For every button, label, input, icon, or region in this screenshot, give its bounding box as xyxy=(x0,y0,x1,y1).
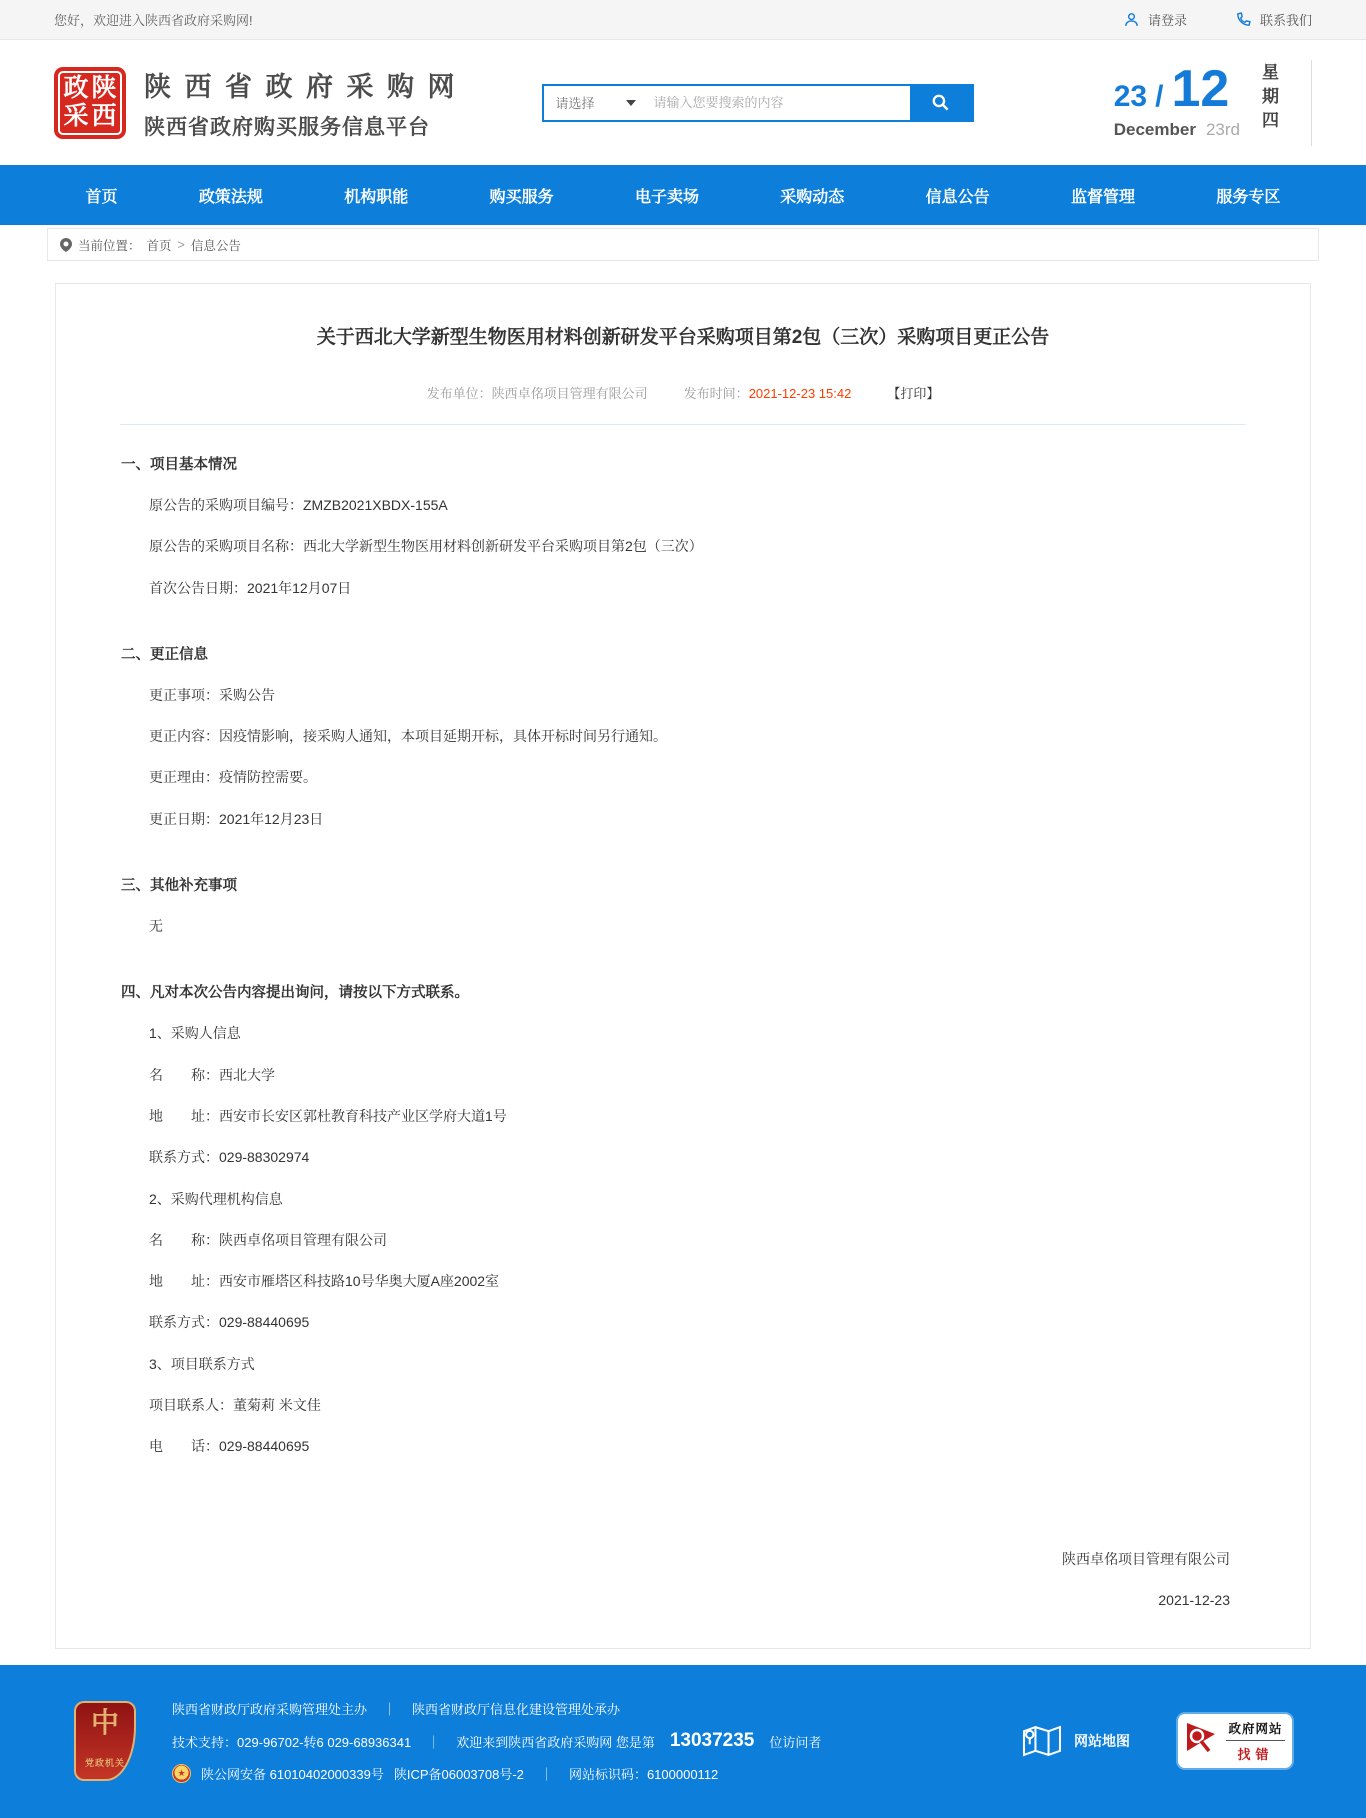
signature-company: 陕西卓佲项目管理有限公司 xyxy=(1062,1550,1230,1567)
doc-line: 地 址：西安市雁塔区科技路10号华奥大厦A座2002室 xyxy=(149,1273,500,1290)
section-heading-3: 三、其他补充事项 xyxy=(121,878,237,895)
party-gov-badge[interactable] xyxy=(74,1701,136,1781)
nav-item-purchase-services[interactable]: 购买服务 xyxy=(489,188,554,206)
breadcrumb-label: 当前位置： xyxy=(78,238,141,253)
chevron-down-icon xyxy=(626,100,636,106)
contact-link[interactable] xyxy=(1235,10,1312,29)
signature-date: 2021-12-23 xyxy=(1158,1591,1230,1608)
gov-site-error-finder[interactable] xyxy=(1178,1714,1292,1768)
footer-line-2: 技术支持：029-96702-转6 029-68936341 ｜ 欢迎来到陕西省政府采购网 您是第 13037235 位访问者 xyxy=(172,1730,822,1752)
search-button[interactable] xyxy=(910,86,972,120)
nav-item-supervision[interactable]: 监督管理 xyxy=(1071,188,1136,206)
welcome-text: 您好，欢迎进入陕西省政府采购网! xyxy=(54,13,253,28)
login-link[interactable] xyxy=(1123,10,1187,29)
nav-item-emall[interactable]: 电子卖场 xyxy=(634,188,699,206)
announcement-title: 关于西北大学新型生物医用材料创新研发平台采购项目第2包（三次）采购项目更正公告 xyxy=(316,327,1050,348)
sitemap-map-icon xyxy=(1022,1723,1062,1759)
search-select-label: 请选择 xyxy=(555,96,595,111)
search-box xyxy=(542,84,974,122)
date-month: 12 xyxy=(1171,59,1230,118)
doc-line: 首次公告日期：2021年12月07日 xyxy=(149,579,352,596)
site-code: 网站标识码：6100000112 xyxy=(568,1767,719,1783)
contact-label: 联系我们 xyxy=(1259,13,1312,28)
logo-seal-icon xyxy=(54,67,126,139)
login-label: 请登录 xyxy=(1147,13,1187,28)
site-title: 陕 西 省 政 府 采 购 网 xyxy=(144,71,458,102)
search-category-select[interactable] xyxy=(544,86,648,120)
date-widget xyxy=(1114,60,1312,146)
footer xyxy=(0,1665,1366,1818)
police-emblem-icon: ★ xyxy=(172,1764,191,1783)
location-pin-icon xyxy=(60,238,72,252)
doc-line: 项目联系人：董菊莉 米文佳 xyxy=(149,1397,321,1414)
doc-line: 更正日期：2021年12月23日 xyxy=(149,810,324,827)
search-icon xyxy=(931,93,950,112)
breadcrumb xyxy=(47,228,1319,261)
footer-line-1: 陕西省财政厅政府采购管理处主办 ｜ 陕西省财政厅信息化建设管理处承办 xyxy=(172,1702,621,1718)
nav-item-home[interactable]: 首页 xyxy=(85,188,118,206)
date-day: 23 xyxy=(1113,79,1148,113)
date-month-name: December xyxy=(1113,119,1196,139)
nav-item-announcements[interactable]: 信息公告 xyxy=(925,188,990,206)
badge-label: 党政机关 xyxy=(84,1758,125,1769)
topbar xyxy=(0,0,1366,40)
sitemap-link[interactable] xyxy=(1022,1723,1130,1759)
error-finder-bottom-label: 找错 xyxy=(1237,1747,1274,1763)
doc-line: 3、项目联系方式 xyxy=(149,1355,255,1372)
nav-item-procurement-news[interactable]: 采购动态 xyxy=(780,188,845,206)
doc-line: 2、采购代理机构信息 xyxy=(149,1190,283,1207)
publisher: 发布单位：陕西卓佲项目管理有限公司 xyxy=(426,386,648,401)
doc-line: 无 xyxy=(149,918,163,935)
seal-char: 陕 xyxy=(91,74,117,102)
doc-line: 原公告的采购项目编号：ZMZB2021XBDX-155A xyxy=(149,497,448,513)
doc-line: 地 址：西安市长安区郭杜教育科技产业区学府大道1号 xyxy=(149,1107,507,1124)
doc-line: 1、采购人信息 xyxy=(149,1025,241,1042)
doc-line: 联系方式：029-88440695 xyxy=(149,1314,310,1331)
breadcrumb-separator: > xyxy=(177,237,185,252)
site-header xyxy=(0,40,1366,165)
section-heading-2: 二、更正信息 xyxy=(121,646,208,663)
date-weekday: 星期四 xyxy=(1259,62,1278,135)
section-heading-4: 四、凡对本次公告内容提出询问，请按以下方式联系。 xyxy=(121,985,469,1002)
search-input[interactable] xyxy=(648,86,910,120)
section-heading-1: 一、项目基本情况 xyxy=(121,457,237,473)
breadcrumb-home[interactable]: 首页 xyxy=(146,238,172,253)
doc-line: 更正事项：采购公告 xyxy=(149,686,275,703)
nav-item-functions[interactable]: 机构职能 xyxy=(344,188,409,206)
error-finder-divider xyxy=(1226,1740,1285,1741)
announcement-meta xyxy=(120,383,1246,425)
doc-line: 联系方式：029-88302974 xyxy=(149,1149,310,1166)
doc-line: 电 话：029-88440695 xyxy=(149,1438,310,1455)
site-logo[interactable] xyxy=(54,65,458,141)
doc-line: 名 称：西北大学 xyxy=(149,1066,275,1083)
footer-line-3: ★ 陕公网安备 61010402000339号 陕ICP备06003708号-2 ｜ 网站标识码：6100000112 xyxy=(172,1764,821,1783)
error-finder-flag-icon xyxy=(1185,1721,1219,1761)
doc-line: 更正内容：因疫情影响，接采购人通知，本项目延期开标，具体开标时间另行通知。 xyxy=(149,728,667,745)
main-nav xyxy=(0,165,1366,225)
signature-block xyxy=(56,1549,1310,1608)
announcement-card xyxy=(55,283,1311,1649)
publish-time: 发布时间：2021-12-23 15:42 xyxy=(683,386,852,401)
seal-char: 西 xyxy=(91,102,117,130)
doc-line: 名 称：陕西卓佲项目管理有限公司 xyxy=(149,1231,387,1248)
error-finder-top-label: 政府网站 xyxy=(1228,1722,1283,1737)
seal-char: 采 xyxy=(63,102,89,130)
date-ordinal: 23rd xyxy=(1205,119,1240,139)
print-button[interactable]: 【打印】 xyxy=(887,386,940,401)
breadcrumb-current[interactable]: 信息公告 xyxy=(190,238,241,253)
visitor-count: 13037235 xyxy=(669,1730,755,1752)
seal-char: 政 xyxy=(63,74,89,102)
icp-record: 陕ICP备06003708号-2 xyxy=(393,1767,524,1783)
site-subtitle: 陕西省政府购买服务信息平台 xyxy=(144,115,430,139)
doc-line: 原公告的采购项目名称：西北大学新型生物医用材料创新研发平台采购项目第2包（三次） xyxy=(149,538,703,555)
doc-line: 更正理由：疫情防控需要。 xyxy=(149,769,317,786)
date-separator: / xyxy=(1155,79,1164,113)
nav-item-policies[interactable]: 政策法规 xyxy=(198,188,263,206)
user-icon xyxy=(1123,11,1140,28)
sitemap-label: 网站地图 xyxy=(1074,1733,1130,1750)
badge-symbol: 中 xyxy=(90,1707,119,1739)
phone-icon xyxy=(1235,11,1252,28)
nav-item-service-zone[interactable]: 服务专区 xyxy=(1216,188,1281,206)
security-record-link[interactable]: 陕公网安备 61010402000339号 xyxy=(201,1767,384,1783)
